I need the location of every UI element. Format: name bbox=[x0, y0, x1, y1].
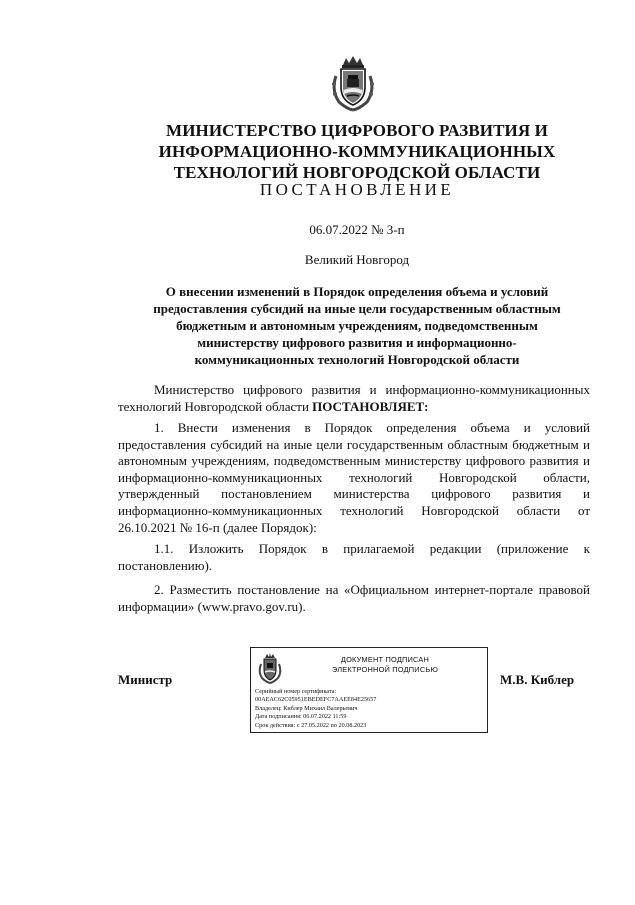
subject-line: коммуникационных технологий Новгородской области bbox=[194, 352, 520, 367]
item-1-paragraph bbox=[118, 420, 590, 536]
document-subject bbox=[118, 283, 596, 368]
signatory-position: Министр bbox=[118, 672, 173, 687]
document-type: ПОСТАНОВЛЕНИЕ bbox=[259, 180, 455, 199]
stamp-coat-of-arms-icon bbox=[257, 652, 283, 684]
stamp-title bbox=[289, 655, 481, 675]
date-number: 06.07.2022 № 3-п bbox=[309, 222, 405, 237]
subject-line: министерству цифрового развития и информационно- bbox=[197, 335, 517, 350]
ministry-name bbox=[130, 120, 584, 183]
certificate-validity: Срок действия: с 27.05.2022 по 20.08.2023 bbox=[255, 721, 367, 729]
subject-line: предоставления субсидий на иные цели государственным областным bbox=[153, 301, 561, 316]
ministry-line: ИНФОРМАЦИОННО-КОММУНИКАЦИОННЫХ bbox=[158, 142, 556, 161]
stamp-title-line: ЭЛЕКТРОННОЙ ПОДПИСЬЮ bbox=[331, 665, 439, 674]
subject-line: бюджетным и автономным учреждениям, подведомственным bbox=[176, 318, 538, 333]
signatory-name: М.В. Киблер bbox=[500, 672, 575, 687]
stamp-details bbox=[255, 688, 485, 730]
item-1-1-paragraph bbox=[118, 541, 590, 574]
ministry-line: МИНИСТЕРСТВО ЦИФРОВОГО РАЗВИТИЯ И bbox=[166, 121, 548, 140]
item-1-1-text: 1.1. Изложить Порядок в прилагаемой редакции (приложение к постановлению). bbox=[118, 541, 590, 573]
certificate-number: 00AEAC62C05951EBEDEFC7AAEE84E25657 bbox=[255, 696, 377, 704]
signing-date: Дата подписания: 06.07.2022 11:59 bbox=[255, 713, 347, 721]
certificate-label: Серийный номер сертификата: bbox=[255, 688, 337, 695]
item-1-text: 1. Внести изменения в Порядок определения объема и условий предоставления субсидий на иные цели государственным областным бюджетным и автономным учреждениям, подведомственным министерству цифрового развития и информационно-коммуникационных технологий Новгородской области, утвержденный постановлением министерства цифрового развития и информационно-коммуникационных технологий Новгородской области от 26.10.2021 № 16-п (далее Порядок): bbox=[118, 420, 590, 535]
preamble-text: Министерство цифрового развития и информационно-коммуникационных технологий Новгородской области bbox=[118, 382, 590, 414]
item-2-text: 2. Разместить постановление на «Официальном интернет-портале правовой информации» (www.pravo.gov.ru). bbox=[118, 582, 590, 614]
preamble-decree-word: ПОСТАНОВЛЯЕТ: bbox=[312, 398, 429, 414]
subject-line: О внесении изменений в Порядок определения объема и условий bbox=[165, 284, 549, 299]
ministry-line: ТЕХНОЛОГИЙ НОВГОРОДСКОЙ ОБЛАСТИ bbox=[173, 163, 541, 182]
coat-of-arms-icon bbox=[329, 54, 377, 112]
stamp-title-line: ДОКУМЕНТ ПОДПИСАН bbox=[340, 655, 430, 664]
certificate-owner: Владелец: Киблер Михаил Валерьевич bbox=[255, 704, 358, 712]
item-2-paragraph bbox=[118, 582, 590, 615]
city: Великий Новгород bbox=[304, 252, 410, 267]
preamble-paragraph bbox=[118, 382, 590, 415]
electronic-signature-stamp bbox=[250, 647, 488, 733]
